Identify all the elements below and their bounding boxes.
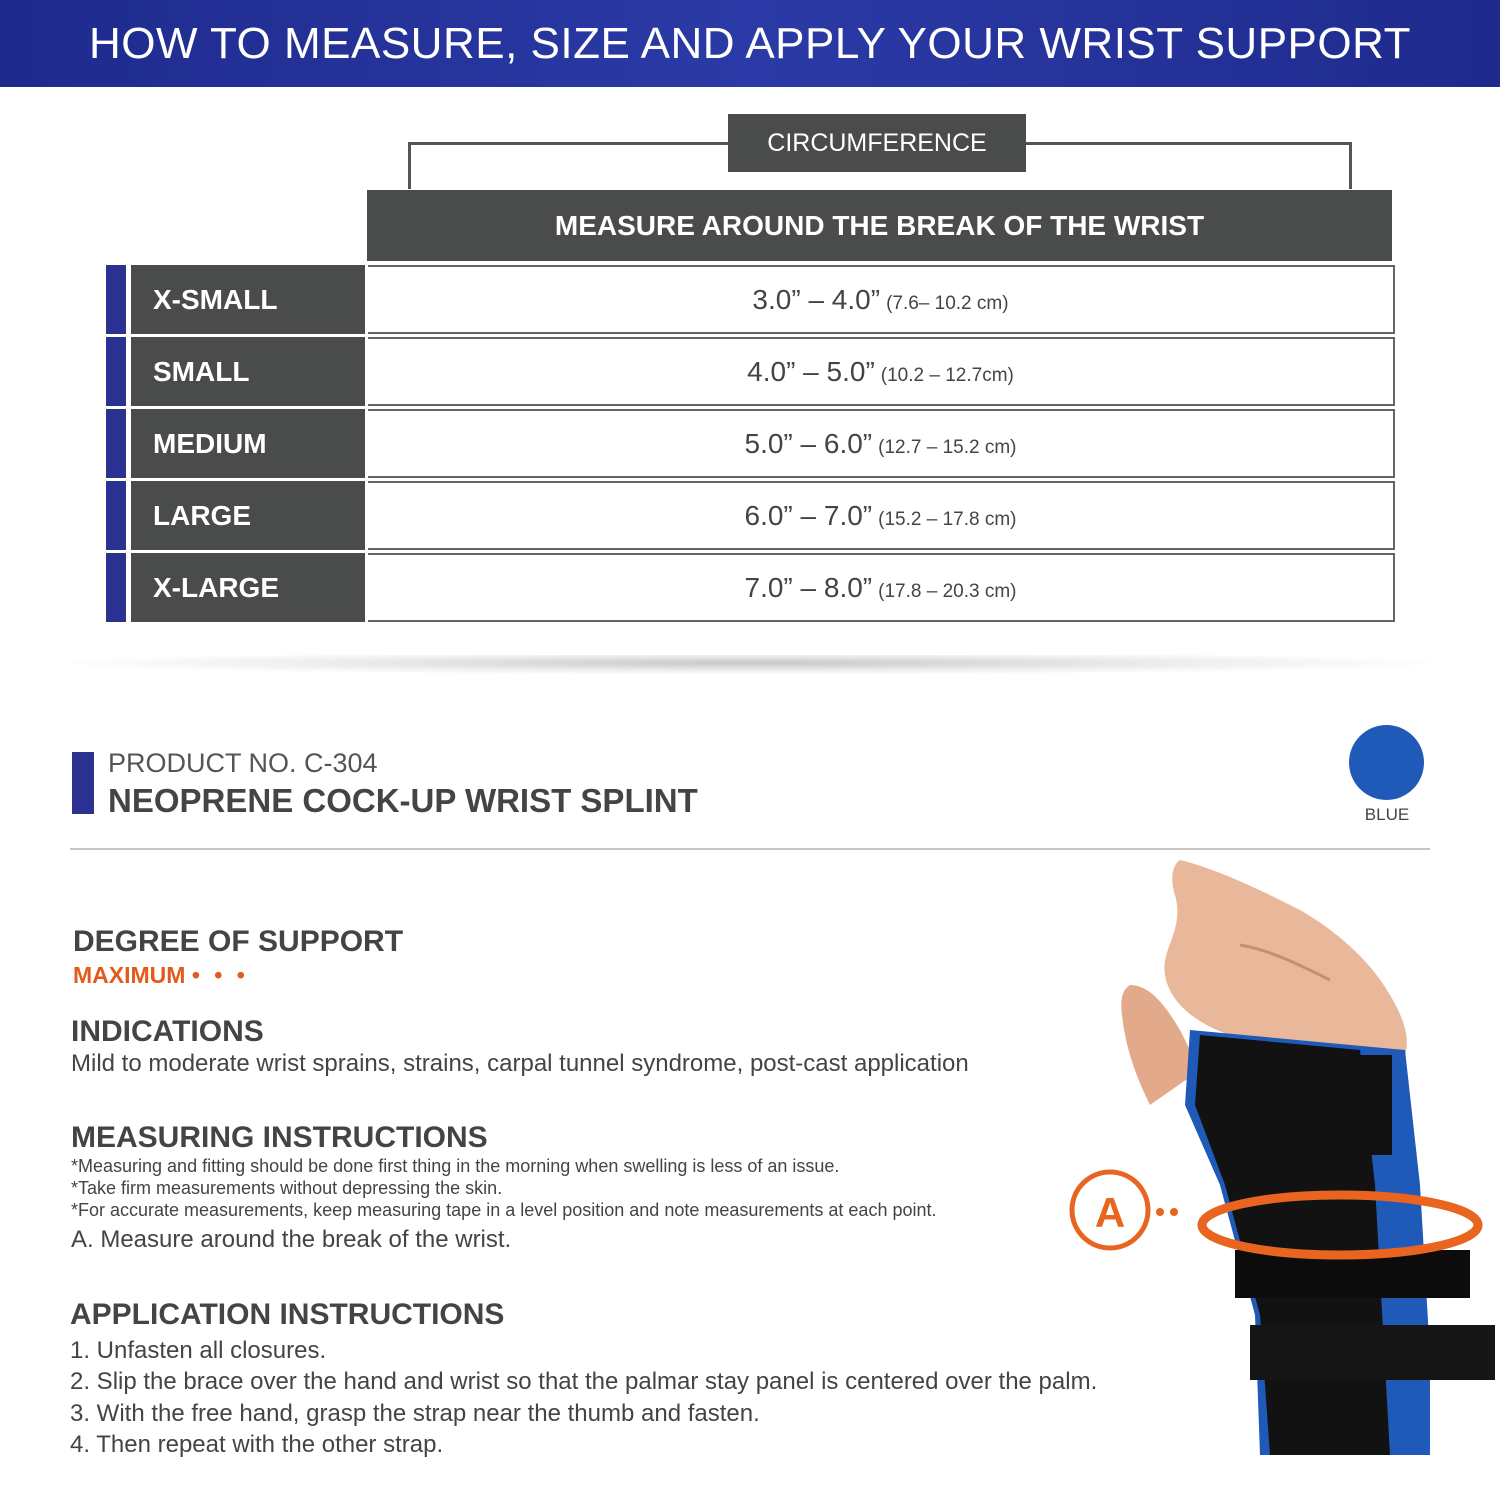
size-range [368, 553, 1395, 622]
size-label: SMALL [131, 337, 365, 406]
measure-header: MEASURE AROUND THE BREAK OF THE WRIST [367, 190, 1392, 261]
size-row-accent [106, 409, 126, 478]
product-accent-bar [72, 752, 94, 814]
size-range [368, 265, 1395, 334]
application-step: 2. Slip the brace over the hand and wrist so that the palmar stay panel is centered over the palm. [70, 1368, 1098, 1395]
size-row-accent [106, 265, 126, 334]
marker-letter: A [1094, 1189, 1126, 1236]
size-row-accent [106, 553, 126, 622]
range-cm: (7.6– 10.2 cm) [886, 293, 1009, 314]
size-label: X-SMALL [131, 265, 365, 334]
size-range [368, 337, 1395, 406]
product-divider [70, 848, 1430, 850]
size-row [106, 553, 1396, 622]
size-range [368, 481, 1395, 550]
range-inches: 6.0” – 7.0” [744, 500, 873, 531]
product-number: PRODUCT NO. C-304 [108, 748, 378, 778]
product-name: NEOPRENE COCK-UP WRIST SPLINT [108, 782, 698, 819]
color-swatch[interactable] [1349, 725, 1424, 800]
range-inches: 7.0” – 8.0” [744, 572, 873, 603]
size-row [106, 481, 1396, 550]
application-step: 1. Unfasten all closures. [70, 1337, 327, 1364]
section-shadow-divider [40, 655, 1460, 675]
measuring-title: MEASURING INSTRUCTIONS [71, 1121, 488, 1154]
range-cm: (17.8 – 20.3 cm) [878, 581, 1017, 602]
application-step: 3. With the free hand, grasp the strap near the thumb and fasten. [70, 1400, 760, 1427]
measuring-note: *Measuring and fitting should be done first thing in the morning when swelling is less of an issue. [71, 1156, 840, 1176]
color-swatch-label: BLUE [1364, 805, 1410, 824]
application-step: 4. Then repeat with the other strap. [70, 1431, 444, 1458]
measuring-note: *Take firm measurements without depressing the skin. [71, 1178, 503, 1198]
support-dots: • • • [191, 962, 249, 988]
size-label: MEDIUM [131, 409, 365, 478]
size-label: X-LARGE [131, 553, 365, 622]
size-row [106, 265, 1396, 334]
range-inches: 4.0” – 5.0” [747, 356, 875, 387]
circumference-label: CIRCUMFERENCE [728, 114, 1026, 172]
measuring-note: *For accurate measurements, keep measuring tape in a level position and note measurements at each point. [71, 1200, 937, 1220]
indications-title: INDICATIONS [71, 1015, 264, 1048]
page-banner: HOW TO MEASURE, SIZE AND APPLY YOUR WRIST SUPPORT [0, 0, 1500, 87]
size-row-accent [106, 481, 126, 550]
size-row-accent [106, 337, 126, 406]
support-level [73, 962, 249, 989]
range-cm: (12.7 – 15.2 cm) [878, 437, 1017, 458]
size-row [106, 337, 1396, 406]
size-range [368, 409, 1395, 478]
size-row [106, 409, 1396, 478]
range-inches: 5.0” – 6.0” [744, 428, 873, 459]
range-inches: 3.0” – 4.0” [752, 284, 881, 315]
application-title: APPLICATION INSTRUCTIONS [70, 1298, 505, 1331]
wrist-splint-illustration [1060, 855, 1500, 1500]
support-level-text: MAXIMUM [73, 962, 186, 988]
measuring-step: A. Measure around the break of the wrist. [71, 1226, 512, 1253]
range-cm: (10.2 – 12.7cm) [880, 365, 1014, 386]
support-title: DEGREE OF SUPPORT [73, 925, 404, 958]
size-label: LARGE [131, 481, 365, 550]
indications-text: Mild to moderate wrist sprains, strains, carpal tunnel syndrome, post-cast application [71, 1050, 969, 1077]
range-cm: (15.2 – 17.8 cm) [878, 509, 1017, 530]
